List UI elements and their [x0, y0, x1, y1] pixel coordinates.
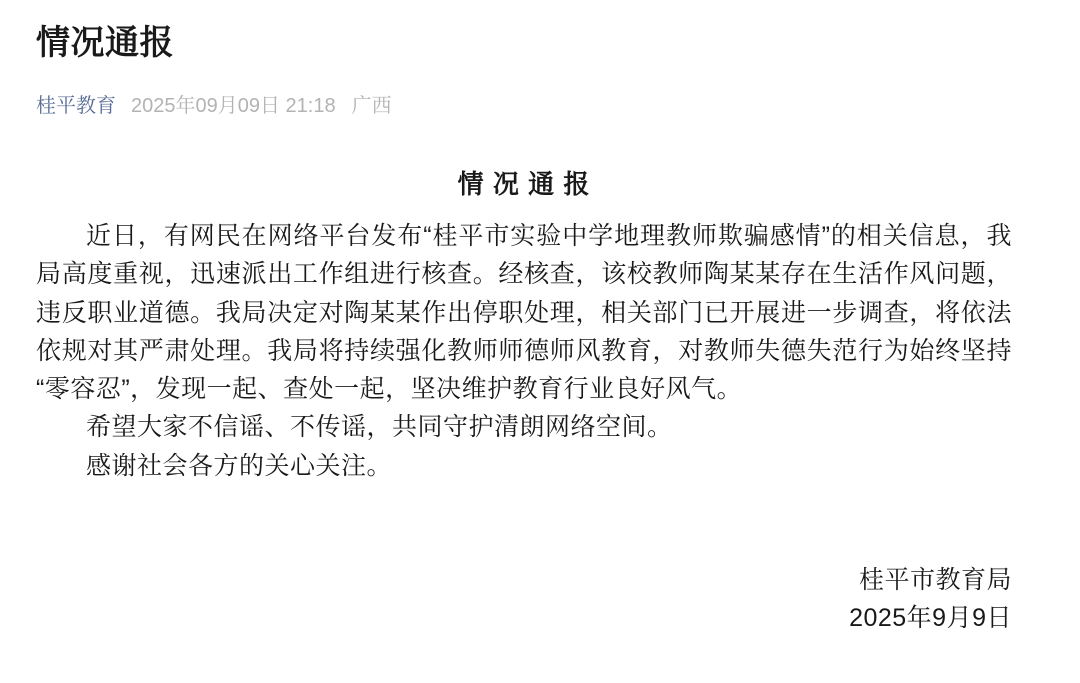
article-meta-row [36, 94, 1012, 118]
publish-datetime: 2025年09月09日 21:18 [131, 95, 336, 117]
notice-body [36, 217, 1012, 485]
account-name-link[interactable]: 桂平教育 [36, 95, 116, 117]
signature-block [36, 561, 1012, 638]
signature-date: 2025年9月9日 [849, 604, 1012, 633]
notice-heading: 情 况 通 报 [457, 169, 591, 199]
article-title: 情况通报 [36, 24, 174, 62]
notice-paragraph-1: 近日，有网民在网络平台发布“桂平市实验中学地理教师欺骗感情”的相关信息，我局高度重视，迅速派出工作组进行核查。经核查，该校教师陶某某存在生活作风问题，违反职业道德。我局决定对陶某某作出停职处理，相关部门已开展进一步调查，将依法依规对其严肃处理。我局将持续强化教师师德师风教育，对教师失德失范行为始终坚持“零容忍”，发现一起、查处一起，坚决维护教育行业良好风气。 [36, 222, 1012, 404]
signature-author: 桂平市教育局 [858, 566, 1012, 595]
publish-location: 广西 [351, 95, 392, 117]
notice-paragraph-2: 希望大家不信谣、不传谣，共同守护清朗网络空间。 [86, 413, 673, 442]
notice-paragraph-3: 感谢社会各方的关心关注。 [86, 451, 393, 480]
